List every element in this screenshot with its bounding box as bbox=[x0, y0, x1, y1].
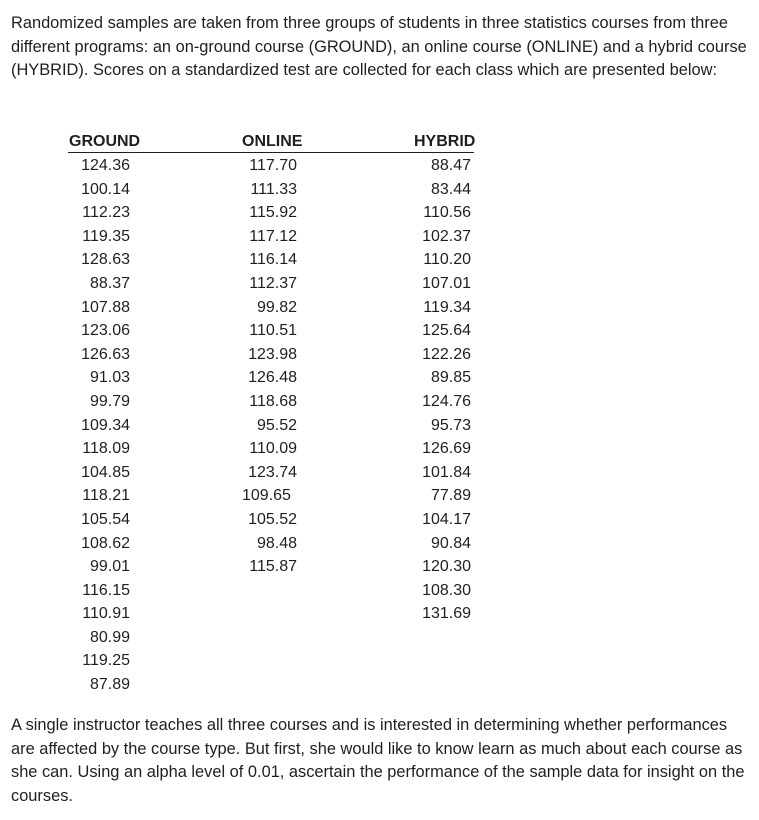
intro-paragraph: Randomized samples are taken from three groups of students in three statistics courses from three different programs: an on-ground course (GROUND), an online course (ONLINE) and a hybrid course (HYBRID). Scores on a standardized test are collected for each class which are presented below: bbox=[11, 14, 747, 80]
header-hybrid: HYBRID bbox=[414, 133, 476, 150]
hybrid-score-cell: 126.69 bbox=[422, 440, 471, 458]
ground-score-cell: 109.34 bbox=[81, 416, 130, 434]
hybrid-score-cell: 119.34 bbox=[423, 298, 471, 316]
ground-score-cell: 110.91 bbox=[82, 605, 130, 623]
online-score-cell: 123.74 bbox=[248, 463, 297, 481]
ground-score-cell: 118.21 bbox=[82, 487, 130, 505]
online-score-cell: 110.09 bbox=[249, 440, 297, 458]
hybrid-score-cell: 83.44 bbox=[430, 180, 471, 198]
ground-score-cell: 126.63 bbox=[81, 345, 130, 363]
ground-score-cell: 123.06 bbox=[81, 322, 130, 340]
online-score-cell: 99.82 bbox=[256, 298, 297, 316]
hybrid-score-cell: 120.30 bbox=[422, 558, 471, 576]
ground-score-cell: 99.79 bbox=[89, 392, 130, 410]
hybrid-score-cell: 108.30 bbox=[422, 581, 471, 599]
ground-score-cell: 100.14 bbox=[81, 180, 130, 198]
ground-score-cell: 87.89 bbox=[89, 676, 130, 694]
ground-score-cell: 107.88 bbox=[81, 298, 130, 316]
hybrid-score-cell: 89.85 bbox=[430, 369, 471, 387]
hybrid-score-cell: 125.64 bbox=[422, 322, 471, 340]
hybrid-score-cell: 102.37 bbox=[422, 227, 471, 245]
online-score-cell: 112.37 bbox=[249, 274, 297, 292]
online-score-cell: 98.48 bbox=[256, 534, 297, 552]
online-score-cell: 111.33 bbox=[250, 180, 297, 198]
header-underline bbox=[68, 152, 474, 153]
hybrid-score-cell: 110.56 bbox=[423, 204, 471, 222]
online-column bbox=[217, 154, 297, 579]
hybrid-score-cell: 95.73 bbox=[430, 416, 471, 434]
hybrid-column bbox=[391, 154, 471, 626]
hybrid-score-cell: 101.84 bbox=[422, 463, 471, 481]
hybrid-score-cell: 104.17 bbox=[422, 510, 471, 528]
online-score-cell: 116.14 bbox=[249, 251, 297, 269]
ground-score-cell: 119.25 bbox=[82, 652, 130, 670]
ground-score-cell: 104.85 bbox=[81, 463, 130, 481]
online-score-cell: 118.68 bbox=[249, 392, 297, 410]
hybrid-score-cell: 90.84 bbox=[430, 534, 471, 552]
header-online: ONLINE bbox=[242, 133, 303, 150]
scores-table bbox=[0, 131, 759, 701]
ground-score-cell: 99.01 bbox=[89, 558, 130, 576]
ground-score-cell: 108.62 bbox=[81, 534, 130, 552]
ground-score-cell: 91.03 bbox=[89, 369, 130, 387]
online-score-cell: 110.51 bbox=[249, 322, 297, 340]
hybrid-score-cell: 77.89 bbox=[430, 487, 471, 505]
ground-score-cell: 88.37 bbox=[89, 274, 130, 292]
online-score-cell: 117.12 bbox=[249, 227, 297, 245]
ground-score-cell: 80.99 bbox=[89, 628, 130, 646]
outro-paragraph: A single instructor teaches all three courses and is interested in determining whether performances are affected by the course type. But first, she would like to know learn as much about each course as she can. Using an alpha level of 0.01, ascertain the performance of the sample data for insight on the courses. bbox=[11, 716, 745, 805]
online-score-cell: 126.48 bbox=[248, 369, 297, 387]
hybrid-score-cell: 124.76 bbox=[422, 392, 471, 410]
ground-score-cell: 105.54 bbox=[81, 510, 130, 528]
online-score-cell: 117.70 bbox=[249, 157, 297, 174]
ground-score-cell: 124.36 bbox=[81, 157, 130, 174]
online-score-cell: 109.65 bbox=[242, 487, 291, 505]
online-score-cell: 95.52 bbox=[256, 416, 297, 434]
hybrid-score-cell: 88.47 bbox=[430, 157, 471, 174]
online-score-cell: 115.87 bbox=[249, 558, 297, 576]
ground-column bbox=[50, 154, 130, 697]
ground-score-cell: 116.15 bbox=[82, 581, 130, 599]
hybrid-score-cell: 131.69 bbox=[422, 605, 471, 623]
ground-score-cell: 128.63 bbox=[81, 251, 130, 269]
hybrid-score-cell: 122.26 bbox=[422, 345, 471, 363]
online-score-cell: 123.98 bbox=[248, 345, 297, 363]
online-score-cell: 115.92 bbox=[249, 204, 297, 222]
header-ground: GROUND bbox=[69, 133, 141, 150]
ground-score-cell: 118.09 bbox=[82, 440, 130, 458]
ground-score-cell: 119.35 bbox=[82, 227, 130, 245]
online-score-cell: 105.52 bbox=[248, 510, 297, 528]
ground-score-cell: 112.23 bbox=[82, 204, 130, 222]
hybrid-score-cell: 107.01 bbox=[422, 274, 471, 292]
hybrid-score-cell: 110.20 bbox=[423, 251, 471, 269]
